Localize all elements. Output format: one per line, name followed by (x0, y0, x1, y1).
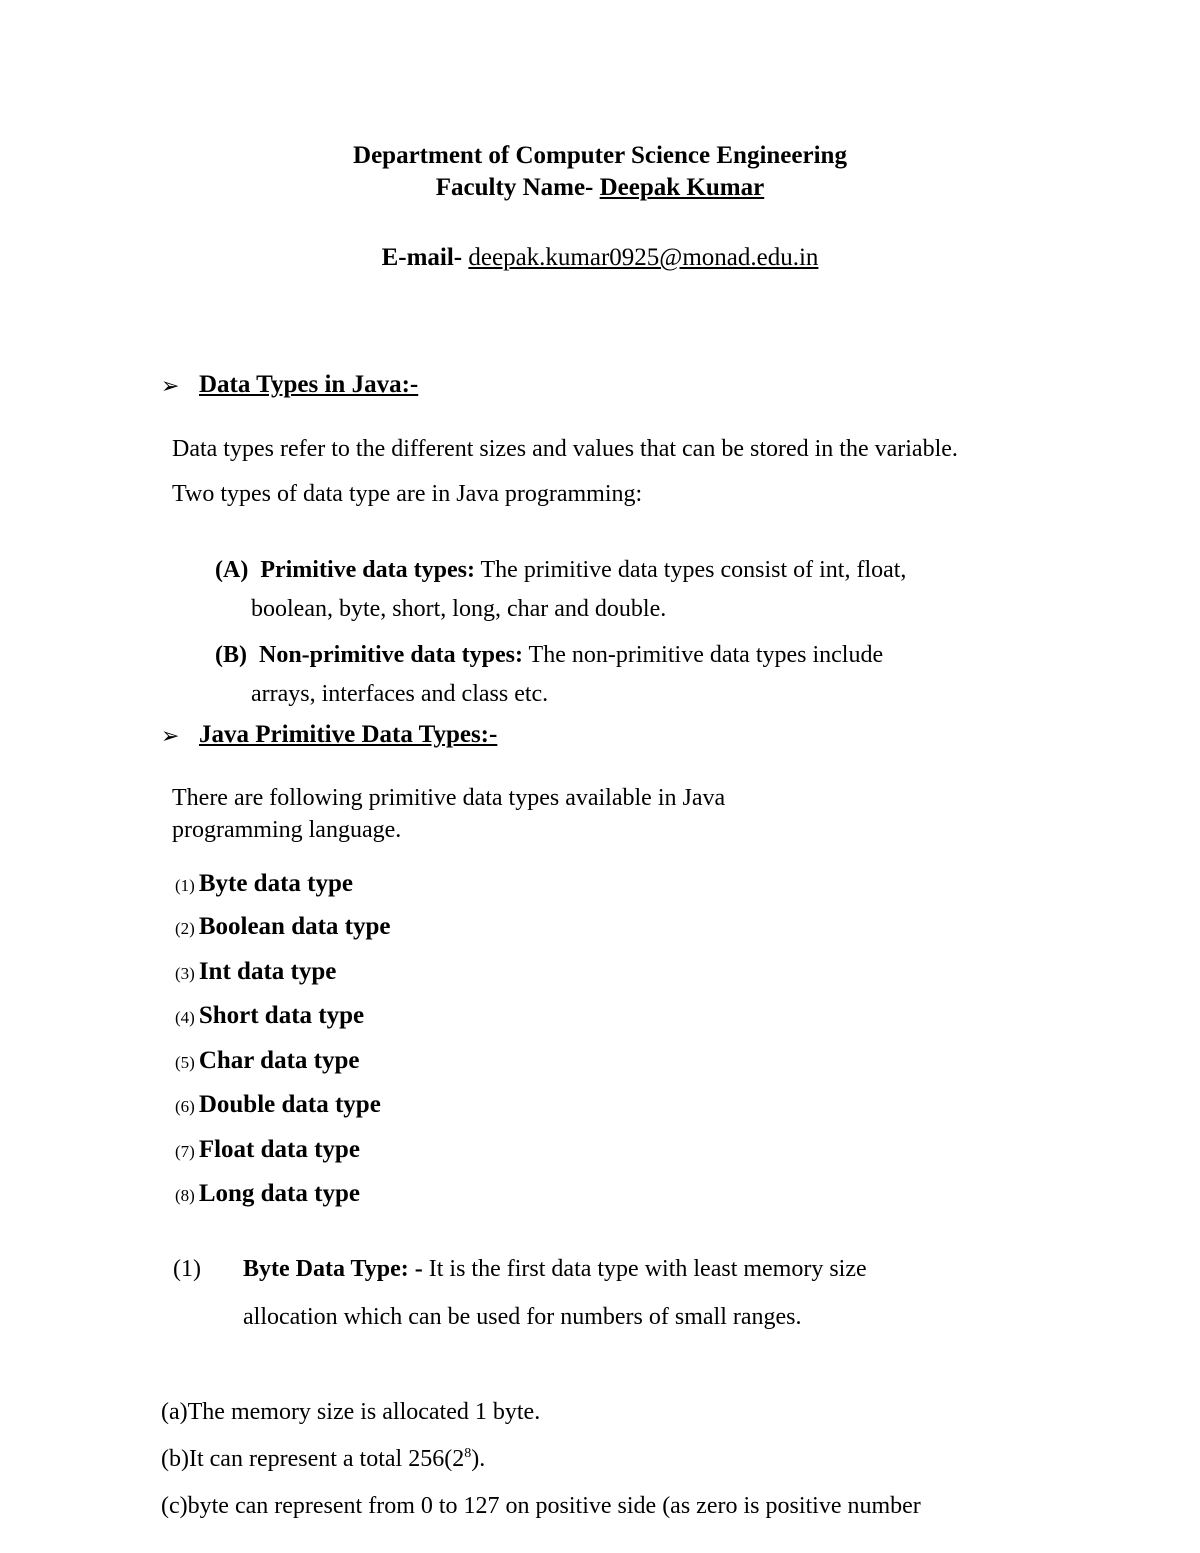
item-b-text: The non-primitive data types include (522, 642, 884, 668)
byte-section-continuation: allocation which can be used for numbers of small ranges. (243, 1304, 802, 1330)
list-item (175, 1091, 381, 1119)
point-marker: (a) (161, 1399, 188, 1425)
list-number: (6) (175, 1097, 195, 1116)
byte-section-term: Byte Data Type: - (243, 1256, 423, 1282)
list-label: Char data type (198, 1047, 360, 1074)
paragraph-line: Data types refer to the different sizes and values that can be stored in the variable. (172, 436, 958, 462)
section-title-data-types: Data Types in Java:- (199, 371, 419, 398)
section-title-primitive-types: Java Primitive Data Types:- (199, 721, 498, 748)
list-label: Short data type (198, 1002, 365, 1029)
item-b-continuation: arrays, interfaces and class etc. (251, 681, 549, 707)
intro-line: programming language. (172, 817, 402, 843)
list-item (175, 958, 336, 986)
email-link[interactable]: deepak.kumar0925@monad.edu.in (468, 244, 819, 271)
item-a-continuation: boolean, byte, short, long, char and double. (251, 596, 667, 622)
byte-section-text: It is the first data type with least memory size (422, 1256, 867, 1282)
point-marker: (c) (161, 1493, 188, 1519)
superscript: 8 (464, 1446, 472, 1461)
list-number: (5) (175, 1053, 195, 1072)
list-number: (1) (175, 876, 195, 895)
item-a-text: The primitive data types consist of int, float, (474, 557, 907, 583)
paragraph-line: Two types of data type are in Java programming: (172, 481, 643, 507)
item-b (215, 642, 883, 669)
list-label: Long data type (198, 1180, 360, 1207)
list-number: (4) (175, 1008, 195, 1027)
point-text: The memory size is allocated 1 byte. (187, 1399, 541, 1425)
list-label: Int data type (198, 958, 337, 985)
item-a-term: Primitive data types: (260, 557, 475, 583)
faculty-line (0, 174, 1200, 202)
intro-line: There are following primitive data types available in Java (172, 785, 726, 811)
item-b-marker: (B) (215, 642, 247, 668)
list-item (175, 1136, 360, 1164)
point-marker: (b) (161, 1446, 189, 1472)
email-line (0, 244, 1200, 272)
item-a (215, 557, 906, 584)
list-number: (7) (175, 1142, 195, 1161)
department-title: Department of Computer Science Engineering (353, 142, 847, 169)
point-c (161, 1493, 921, 1520)
list-label: Boolean data type (198, 913, 391, 940)
point-text-end: ). (471, 1446, 486, 1472)
faculty-label: Faculty Name- (435, 174, 600, 201)
email-label: E-mail- (381, 244, 469, 271)
list-item (175, 870, 353, 898)
bullet-arrow-icon: ➢ (161, 723, 180, 748)
list-number: (8) (175, 1186, 195, 1205)
list-label: Byte data type (198, 870, 353, 897)
list-item (175, 1002, 364, 1030)
list-item (175, 1047, 360, 1075)
byte-section-number: (1) (173, 1256, 201, 1282)
list-item (175, 1180, 360, 1208)
faculty-name: Deepak Kumar (599, 174, 765, 201)
bullet-arrow-icon: ➢ (161, 373, 180, 398)
list-label: Double data type (198, 1091, 381, 1118)
point-text: byte can represent from 0 to 127 on positive side (as zero is positive number (187, 1493, 921, 1519)
item-b-term: Non-primitive data types: (259, 642, 523, 668)
byte-section-line (243, 1256, 867, 1283)
point-b (161, 1446, 485, 1473)
list-number: (2) (175, 919, 195, 938)
point-a (161, 1399, 540, 1426)
list-number: (3) (175, 964, 195, 983)
item-a-marker: (A) (215, 557, 249, 583)
point-text: It can represent a total 256(2 (188, 1446, 465, 1472)
list-item (175, 913, 391, 941)
list-label: Float data type (198, 1136, 360, 1163)
